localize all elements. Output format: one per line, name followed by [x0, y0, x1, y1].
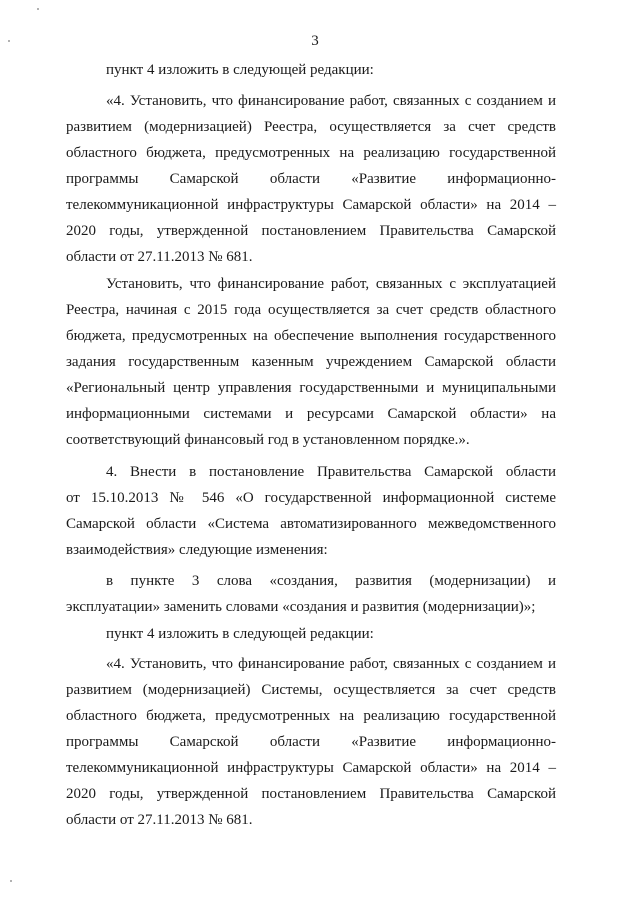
text-line: эксплуатации» заменить словами «создания и развития (модернизации)»;	[66, 599, 536, 615]
text-line: Установить, что финансирование работ, связанных с эксплуатацией	[106, 276, 556, 292]
text-line: пункт 4 изложить в следующей редакции:	[106, 626, 374, 642]
text-line: бюджета, предусмотренных на обеспечение выполнения государственного	[66, 328, 556, 344]
text-line: «Региональный центр управления государственными и муниципальными	[66, 380, 556, 396]
text-line: телекоммуникационной инфраструктуры Самарской области» на 2014 –	[66, 197, 556, 213]
text-line: 2020 годы, утвержденной постановлением Правительства Самарской	[66, 223, 556, 239]
text-line: пункт 4 изложить в следующей редакции:	[106, 62, 374, 78]
text-line: областного бюджета, предусмотренных на реализацию государственной	[66, 145, 556, 161]
text-line: «4. Установить, что финансирование работ, связанных с созданием и	[106, 93, 556, 109]
page-number: 3	[311, 33, 319, 49]
text-line: программы Самарской области «Развитие информационно-	[66, 171, 556, 187]
text-line: информационными системами и ресурсами Самарской области» на	[66, 406, 556, 422]
text-line: взаимодействия» следующие изменения:	[66, 542, 328, 558]
text-line: 2020 годы, утвержденной постановлением Правительства Самарской	[66, 786, 556, 802]
text-line: областного бюджета, предусмотренных на реализацию государственной	[66, 708, 556, 724]
text-line: соответствующий финансовый год в установленном порядке.».	[66, 432, 470, 448]
scan-speck	[10, 880, 12, 882]
text-line: от 15.10.2013 № 546 «О государственной информационной системе	[66, 490, 556, 506]
text-line: развитием (модернизацией) Системы, осуществляется за счет средств	[66, 682, 556, 698]
text-line: Самарской области «Система автоматизированного межведомственного	[66, 516, 556, 532]
text-line: задания государственным казенным учреждением Самарской области	[66, 354, 556, 370]
text-line: развитием (модернизацией) Реестра, осуществляется за счет средств	[66, 119, 556, 135]
text-line: в пункте 3 слова «создания, развития (модернизации) и	[106, 573, 556, 589]
text-line: телекоммуникационной инфраструктуры Самарской области» на 2014 –	[66, 760, 556, 776]
scan-speck	[37, 8, 39, 10]
text-line: области от 27.11.2013 № 681.	[66, 812, 253, 828]
text-line: 4. Внести в постановление Правительства Самарской области	[106, 464, 556, 480]
text-line: Реестра, начиная с 2015 года осуществляется за счет средств областного	[66, 302, 556, 318]
text-line: области от 27.11.2013 № 681.	[66, 249, 253, 265]
text-line: «4. Установить, что финансирование работ, связанных с созданием и	[106, 656, 556, 672]
text-line: программы Самарской области «Развитие информационно-	[66, 734, 556, 750]
